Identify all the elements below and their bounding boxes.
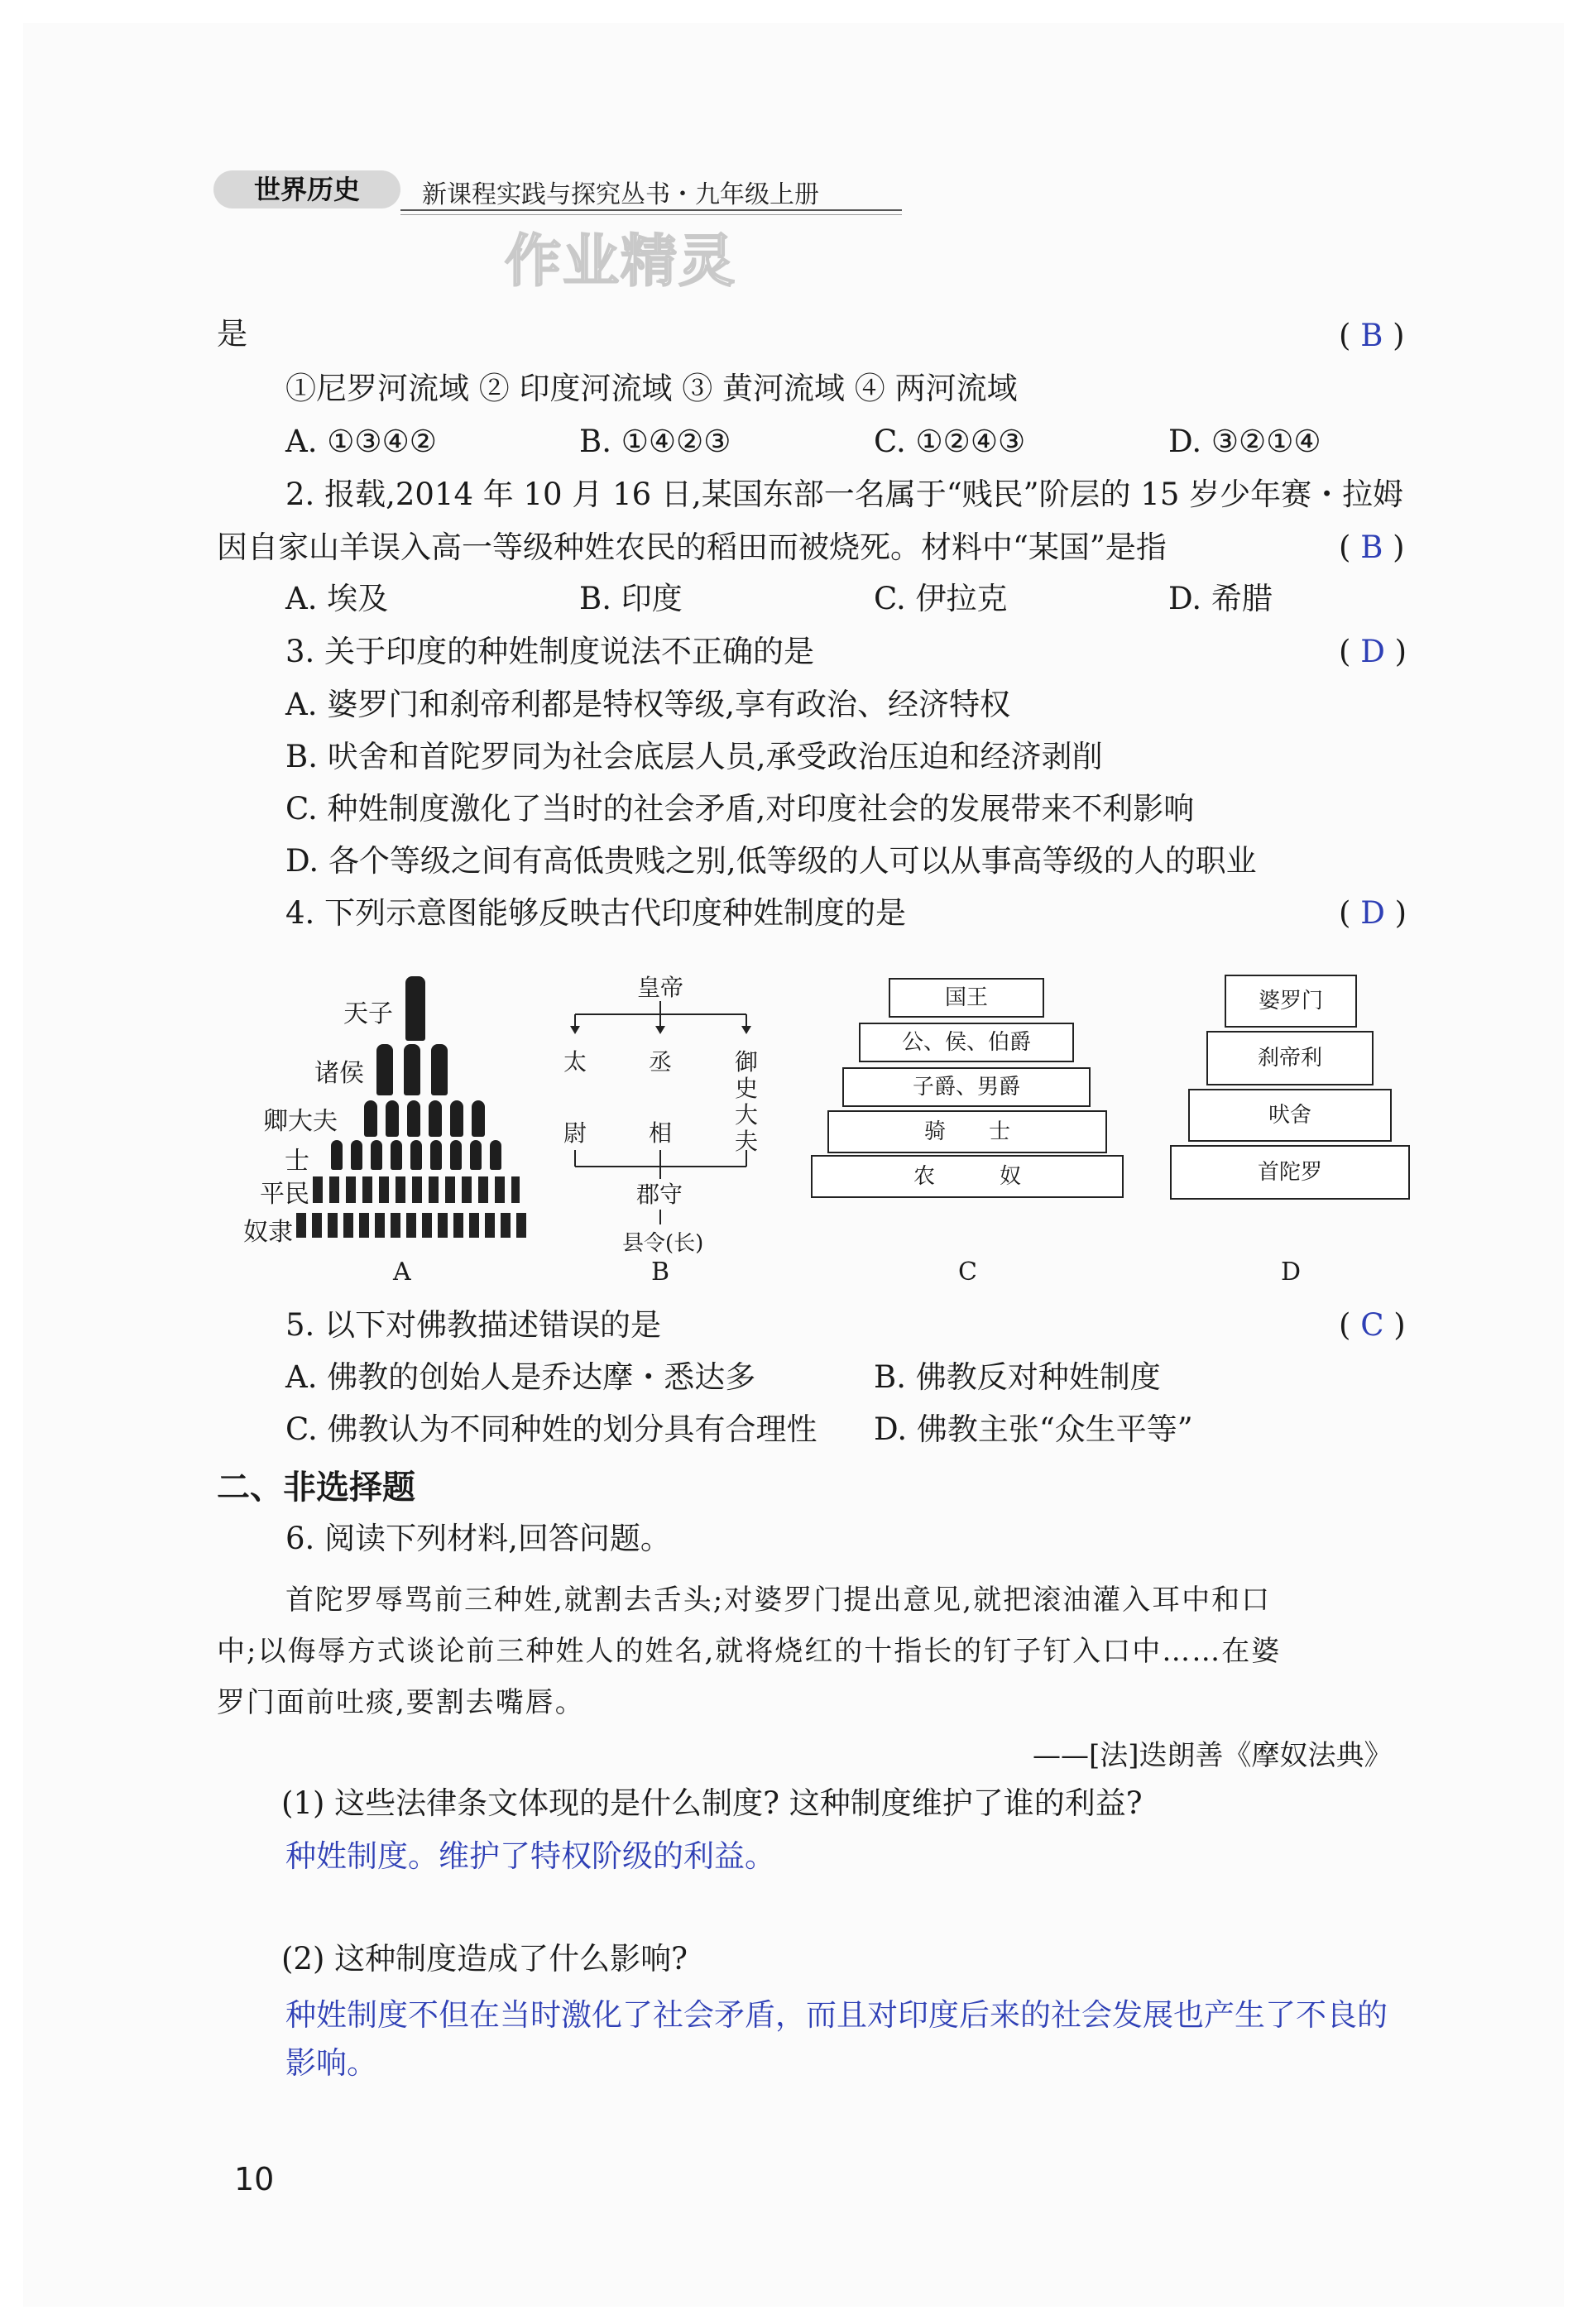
q6-sub2-question: (2) 这种制度造成了什么影响? [281,1941,688,1977]
q3-option-c: C. 种姓制度激化了当时的社会矛盾,对印度社会的发展带来不利影响 [285,791,1195,827]
q5-answer-paren: ( C ) [1339,1307,1406,1343]
diagram-d-tier: 婆罗门 [1225,975,1357,1028]
scholar-figure [351,1140,362,1170]
q5-option-d: D. 佛教主张“众生平等” [874,1411,1193,1447]
q6-sub1-answer: 种姓制度。维护了特权阶级的利益。 [285,1838,775,1874]
q6-source: ——[法]迭朗善《摩奴法典》 [1033,1739,1393,1772]
book-title: 新课程实践与探究丛书・九年级上册 [422,180,819,209]
q6-material-line3: 罗门面前吐痰,要割去嘴唇。 [217,1686,585,1719]
section-title: 二、非选择题 [217,1469,415,1507]
diagram-a-label: 卿大夫 [263,1107,338,1136]
diagram-a-label: 士 [285,1147,309,1176]
diagram-c-tier: 国王 [889,978,1044,1018]
diagram-b-col3: 御 [735,1048,759,1076]
diagram-c-tier: 公、侯、伯爵 [859,1023,1074,1062]
scholar-figure [410,1140,422,1170]
diagram-b-col2: 相 [649,1119,673,1147]
q1-answer: B [1360,318,1383,353]
official-figure [407,1100,420,1137]
slave-figures [296,1213,528,1238]
diagram-a-label: 诸侯 [314,1059,364,1088]
diagram-b-col3: 大 [735,1101,759,1128]
scholar-figure [371,1140,382,1170]
commoner-figures [313,1176,520,1203]
diagram-c-tier: 农 奴 [811,1155,1124,1198]
q5-option-c: C. 佛教认为不同种姓的划分具有合理性 [285,1411,817,1447]
official-figure [364,1100,377,1137]
q2-option-a: A. 埃及 [285,581,389,616]
subject-badge: 世界历史 [213,170,400,208]
page-number: 10 [234,2161,275,2197]
diagram-b-col2: 丞 [649,1048,673,1076]
q3-option-d: D. 各个等级之间有高低贵贱之别,低等级的人可以从事高等级的人的职业 [285,843,1257,879]
header-rule-thin [400,214,902,215]
q6-sub2-answer-line2: 影响。 [285,2045,377,2081]
q1-option-c: C. ①②④③ [874,424,1026,459]
diagram-b-col1: 太 [563,1048,587,1076]
diagram-b-col3: 夫 [735,1128,759,1155]
diagram-a-caption: A [393,1258,411,1287]
scholar-figure [391,1140,402,1170]
q2-option-b: B. 印度 [579,581,683,616]
diagram-b-bottom: 县令(长) [622,1231,704,1256]
official-figure [472,1100,485,1137]
noble-figure [431,1044,448,1095]
diagram-b-col1: 尉 [563,1119,587,1147]
q6-material-line1: 首陀罗辱骂前三种姓,就割去舌头;对婆罗门提出意见,就把滚油灌入耳中和口 [285,1584,1272,1617]
q2-option-d: D. 希腊 [1168,581,1273,616]
q3-answer: D [1360,634,1385,669]
q3-option-a: A. 婆罗门和刹帝利都是特权等级,享有政治、经济特权 [285,687,1011,722]
scholar-figure [331,1140,343,1170]
watermark: 作业精灵 [505,229,737,295]
q4-answer-paren: ( D ) [1339,895,1407,931]
q1-answer-paren: ( B ) [1339,318,1405,353]
scholar-figure [450,1140,462,1170]
official-figure [386,1100,399,1137]
q4-answer: D [1360,895,1385,931]
diagram-b-col3: 史 [735,1075,759,1102]
official-figure [429,1100,442,1137]
q5-stem: 5. 以下对佛教描述错误的是 [285,1307,662,1343]
q1-option-d: D. ③②①④ [1168,424,1321,459]
diagram-c-caption: C [958,1258,977,1287]
diagram-c-tier: 子爵、男爵 [842,1067,1091,1107]
diagram-d-tier: 首陀罗 [1170,1145,1410,1200]
emperor-figure [405,976,425,1041]
q5-option-a: A. 佛教的创始人是乔达摩・悉达多 [285,1359,756,1395]
q4-stem: 4. 下列示意图能够反映古代印度种姓制度的是 [285,895,907,931]
diagram-b-top: 皇帝 [637,974,684,1001]
q2-answer: B [1360,529,1383,565]
q1-continuation: 是 [217,316,247,352]
q1-items: ①尼罗河流域 ② 印度河流域 ③ 黄河流域 ④ 两河流域 [285,371,1018,406]
q5-option-b: B. 佛教反对种姓制度 [874,1359,1161,1395]
q3-stem: 3. 关于印度的种姓制度说法不正确的是 [285,634,815,669]
scholar-figure [470,1140,482,1170]
official-figure [450,1100,463,1137]
q1-option-a: A. ①③④② [285,424,437,459]
diagram-d-tier: 刹帝利 [1206,1031,1374,1085]
noble-figure [404,1044,420,1095]
scholar-figure [430,1140,442,1170]
diagram-c-tier: 骑 士 [827,1110,1107,1153]
q6-sub2-answer-line1: 种姓制度不但在当时激化了社会矛盾，而且对印度后来的社会发展也产生了不良的 [285,1997,1388,2033]
noble-figure [376,1044,393,1095]
q2-stem-line2: 因自家山羊误入高一等级种姓农民的稻田而被烧死。材料中“某国”是指 [217,529,1167,565]
q6-sub1-question: (1) 这些法律条文体现的是什么制度? 这种制度维护了谁的利益? [281,1785,1143,1821]
diagram-b-mid: 郡守 [636,1181,683,1208]
q6-material-line2: 中;以侮辱方式谈论前三种姓人的姓名,就将烧红的十指长的钉子钉入口中……在婆 [217,1635,1282,1668]
q2-option-c: C. 伊拉克 [874,581,1008,616]
header-rule [400,209,902,211]
diagram-b-caption: B [651,1258,670,1287]
q5-answer: C [1360,1307,1384,1343]
q2-stem-line1: 2. 报载,2014 年 10 月 16 日,某国东部一名属于“贱民”阶层的 15 岁少年赛・拉姆 [285,477,1404,512]
q6-stem: 6. 阅读下列材料,回答问题。 [285,1521,671,1556]
q3-answer-paren: ( D ) [1339,634,1407,669]
diagram-d-tier: 吠舍 [1188,1089,1392,1142]
diagram-a-label: 平民 [260,1180,309,1209]
q1-option-b: B. ①④②③ [579,424,731,459]
diagram-a-label: 奴隶 [243,1218,293,1247]
q3-option-b: B. 吠舍和首陀罗同为社会底层人员,承受政治压迫和经济剥削 [285,739,1103,774]
diagram-a-label: 天子 [343,999,393,1028]
scholar-figure [490,1140,501,1170]
diagram-d-caption: D [1281,1258,1302,1287]
q2-answer-paren: ( B ) [1339,529,1405,565]
